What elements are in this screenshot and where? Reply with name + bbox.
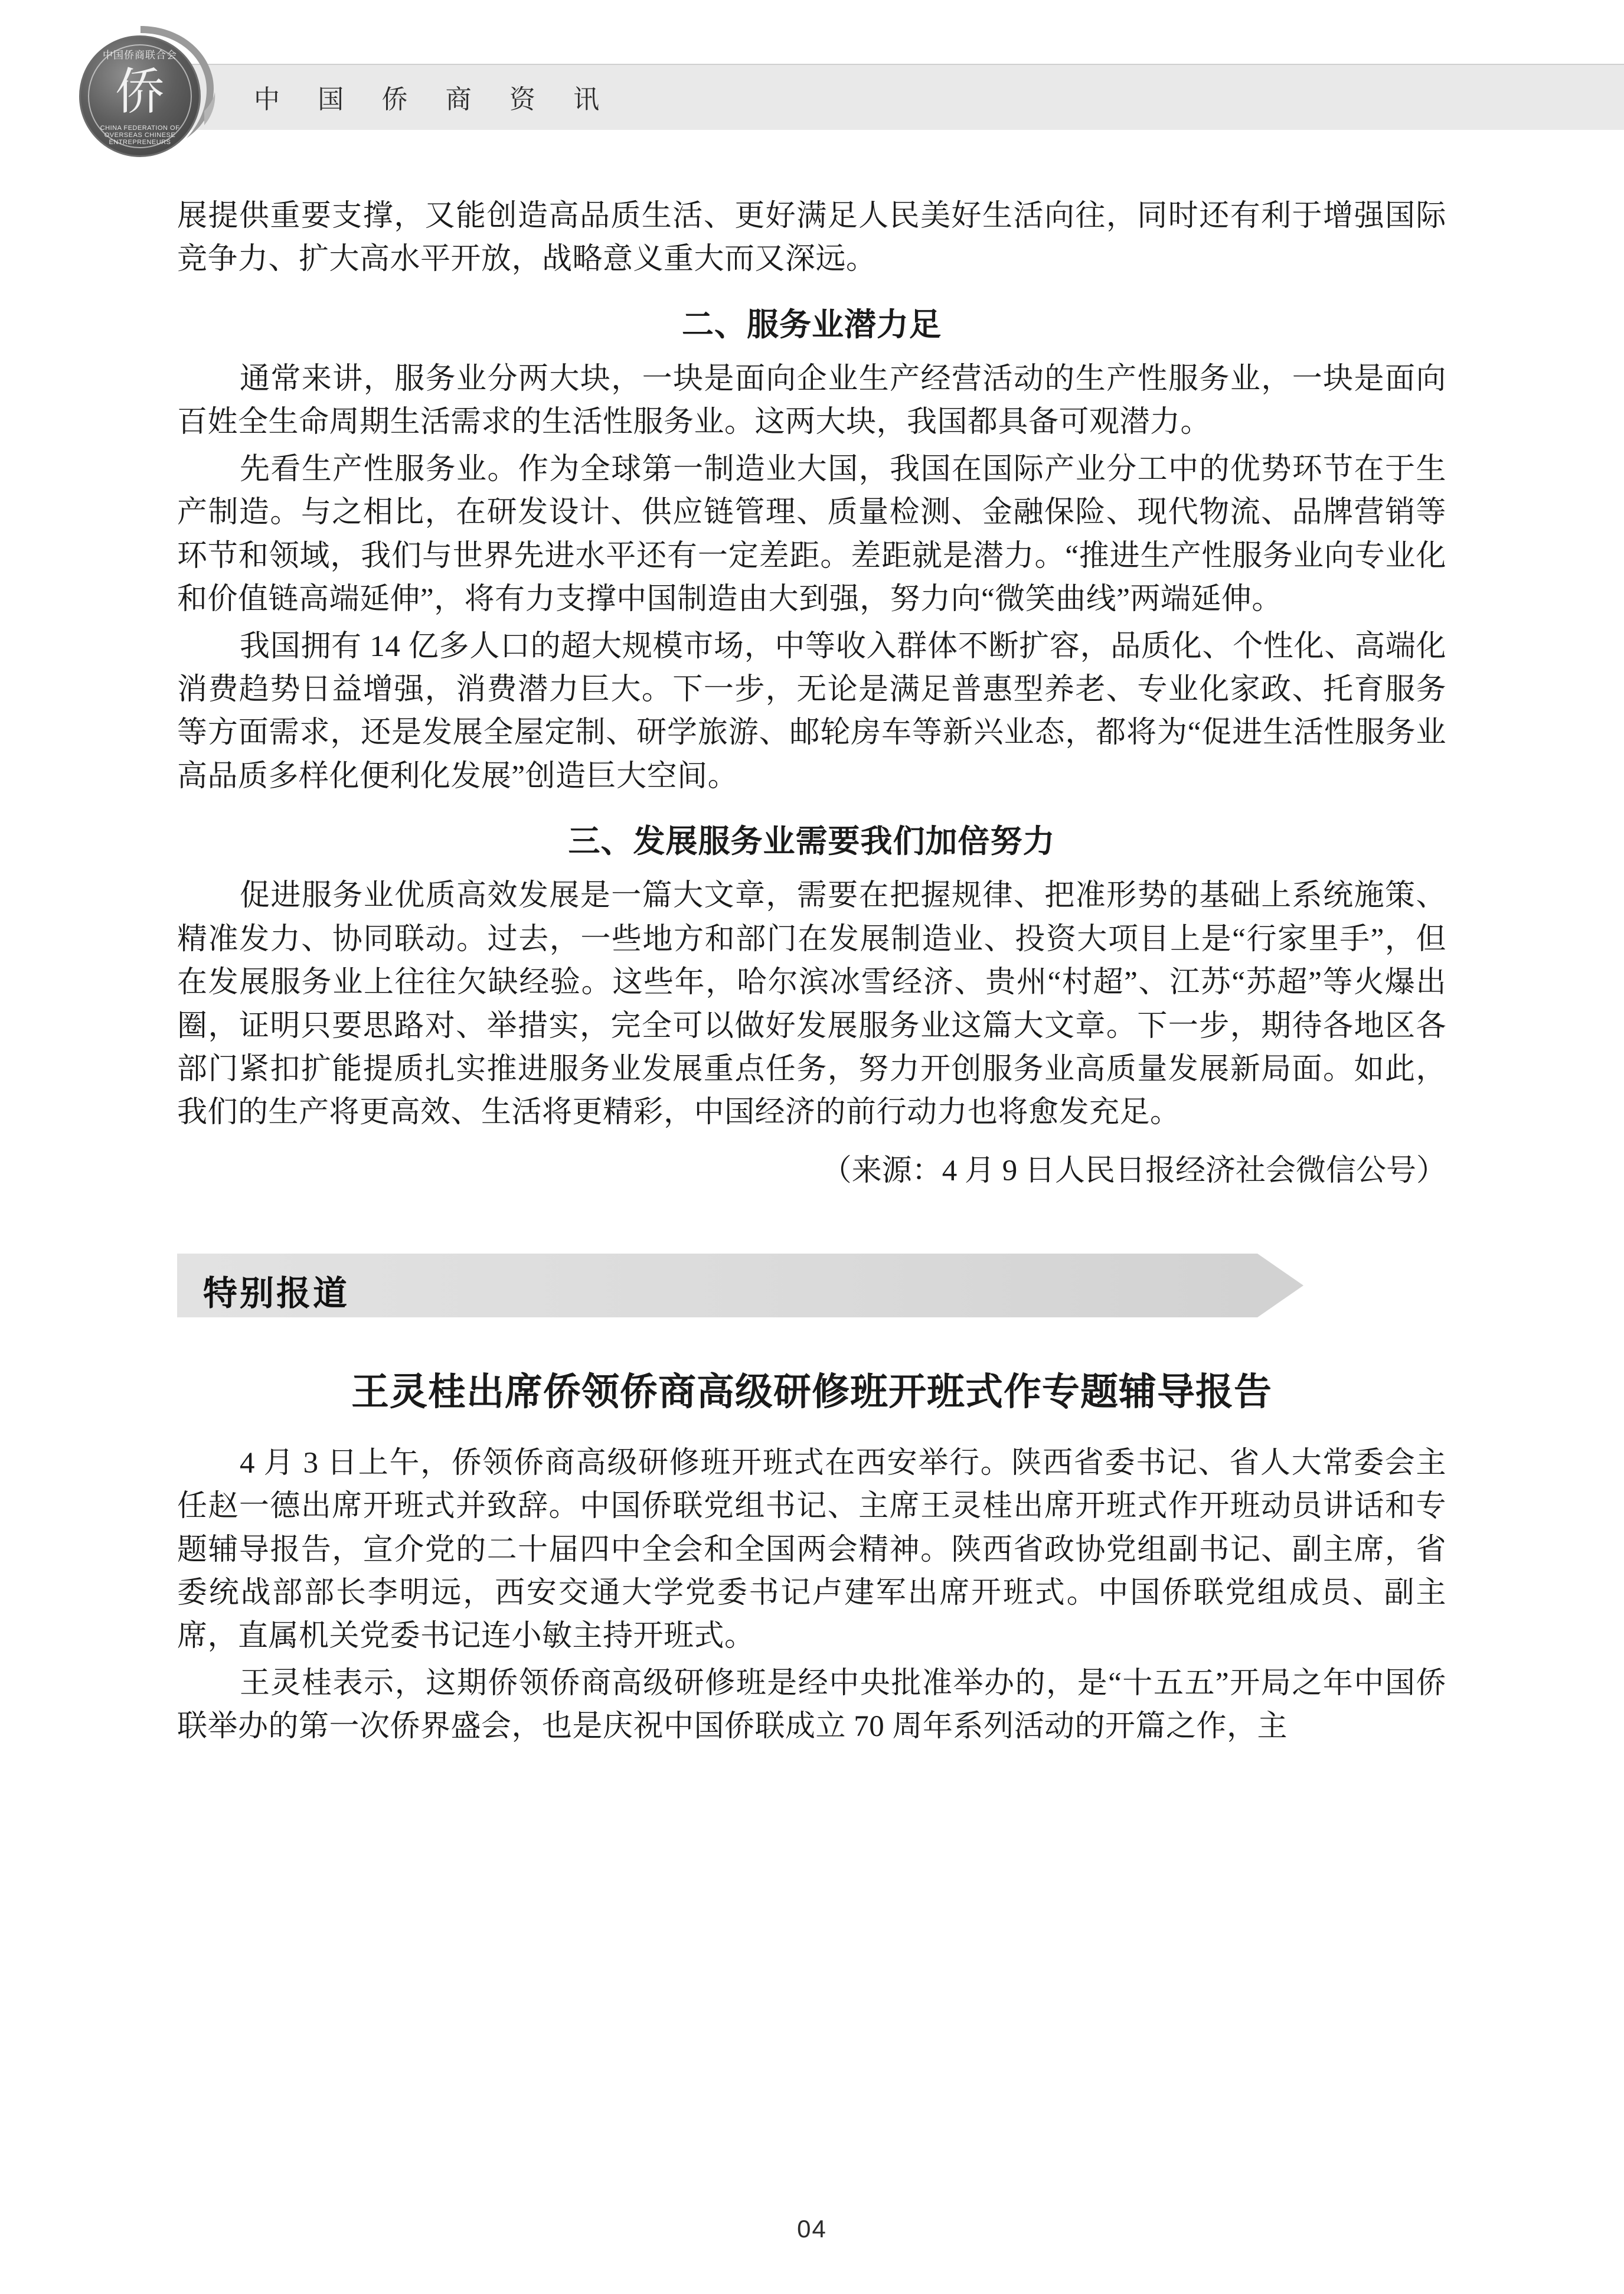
page-content: [177, 195, 1446, 1753]
continued-paragraph: 展提供重要支撑，又能创造高品质生活、更好满足人民美好生活向往，同时还有利于增强国际竞争力、扩大高水平开放，战略意义重大而又深远。: [177, 200, 1446, 276]
paragraph: 促进服务业优质高效发展是一篇大文章，需要在把握规律、把准形势的基础上系统施策、精准发力、协同联动。过去，一些地方和部门在发展制造业、投资大项目上是“行家里手”，但在发展服务业上往往欠缺经验。这些年，哈尔滨冰雪经济、贵州“村超”、江苏“苏超”等火爆出圈，证明只要思路对、举措实，完全可以做好发展服务业这篇大文章。下一步，期待各地区各部门紧扣扩能提质扎实推进服务业发展重点任务，努力开创服务业高质量发展新局面。如此，我们的生产将更高效、生活将更精彩，中国经济的前行动力也将愈发充足。: [177, 879, 1446, 1130]
paragraph: 先看生产性服务业。作为全球第一制造业大国，我国在国际产业分工中的优势环节在于生产制造。与之相比，在研发设计、供应链管理、质量检测、金融保险、现代物流、品牌营销等环节和领域，我们与世界先进水平还有一定差距。差距就是潜力。“推进生产性服务业向专业化和价值链高端延伸”，将有力支撑中国制造由大到强，努力向“微笑曲线”两端延伸。: [177, 452, 1446, 616]
page-number: 04: [797, 2215, 827, 2243]
section-heading-three: 三、发展服务业需要我们加倍努力: [568, 824, 1056, 860]
logo-emblem: [79, 35, 201, 157]
article-title: 王灵桂出席侨领侨商高级研修班开班式作专题辅导报告: [351, 1371, 1272, 1414]
logo-top-text: 中国侨商联合会: [103, 50, 177, 61]
paragraph: 4 月 3 日上午，侨领侨商高级研修班开班式在西安举行。陕西省委书记、省人大常委会主任赵一德出席开班式并致辞。中国侨联党组书记、主席王灵桂出席开班式作开班动员讲话和专题辅导报告，宣介党的二十届四中全会和全国两会精神。陕西省政协党组副书记、副主席，省委统战部部长李明远，西安交通大学党委书记卢建军出席开班式。中国侨联党组成员、副主席，直属机关党委书记连小敏主持开班式。: [177, 1446, 1446, 1653]
logo-bottom-text: CHINA FEDERATION OF OVERSEAS CHINESE ENTREPRENEURS: [100, 125, 180, 146]
paragraph: 我国拥有 14 亿多人口的超大规模市场，中等收入群体不断扩容，品质化、个性化、高端化消费趋势日益增强，消费潜力巨大。下一步，无论是满足普惠型养老、专业化家政、托育服务等方面需求，还是发展全屋定制、研学旅游、邮轮房车等新兴业态，都将为“促进生活性服务业高品质多样化便利化发展”创造巨大空间。: [177, 629, 1446, 793]
special-report-banner: [177, 1254, 1305, 1317]
banner-arrow-icon: [1257, 1254, 1303, 1317]
publication-title: 中 国 侨 商 资 讯: [254, 85, 615, 114]
organization-logo: [65, 22, 218, 158]
paragraph: 王灵桂表示，这期侨领侨商高级研修班是经中央批准举办的，是“十五五”开局之年中国侨联举办的第一次侨界盛会，也是庆祝中国侨联成立 70 周年系列活动的开篇之作，主: [177, 1666, 1446, 1744]
page-header: [0, 0, 1624, 177]
banner-label: 特别报道: [203, 1274, 350, 1313]
paragraph: 通常来讲，服务业分两大块，一块是面向企业生产经营活动的生产性服务业，一块是面向百姓全生命周期生活需求的生活性服务业。这两大块，我国都具备可观潜力。: [177, 362, 1446, 439]
section-heading-two: 二、服务业潜力足: [682, 306, 942, 342]
logo-glyph: 侨: [115, 65, 165, 120]
source-attribution: （来源：4 月 9 日人民日报经济社会微信公号）: [821, 1154, 1446, 1187]
